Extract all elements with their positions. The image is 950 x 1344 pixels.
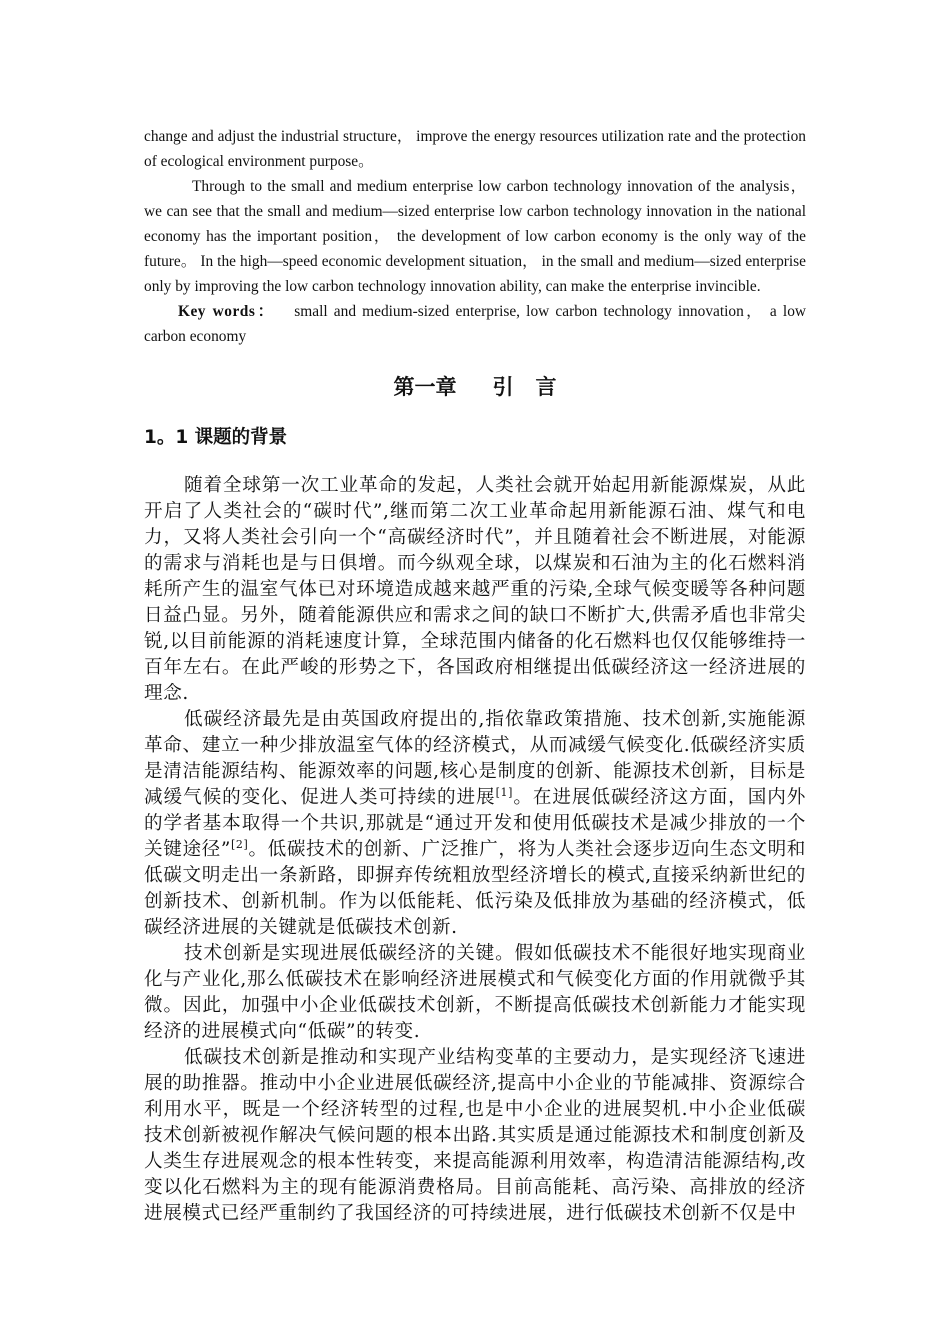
body-paragraph-2-part-c: 。低碳技术的创新、广泛推广，将为人类社会逐步迈向生态文明和低碳文明走出一条新路，即摒弃传统粗放型经济增长的模式,直接采纳新世纪的创新技术、创新机制。作为以低能耗、低污染及低排放为基础的经济模式，低碳经济进展的关键就是低碳技术创新. <box>144 839 806 938</box>
body-paragraph-4: 低碳技术创新是推动和实现产业结构变革的主要动力，是实现经济飞速进展的助推器。推动中小企业进展低碳经济,提高中小企业的节能减排、资源综合利用水平，既是一个经济转型的过程,也是中小企业的进展契机.中小企业低碳技术创新被视作解决气候问题的根本出路.其实质是通过能源技术和制度创新及人类生存进展观念的根本性转变，来提高能源利用效率，构造清洁能源结构,改变以化石燃料为主的现有能源消费格局。目前高能耗、高污染、高排放的经济进展模式已经严重制约了我国经济的可持续进展，进行低碳技术创新不仅是中 <box>144 1047 806 1224</box>
document-page <box>144 124 806 1227</box>
chapter-title-char-2: 言 <box>535 375 557 399</box>
body-paragraph-2 <box>144 707 806 941</box>
keywords-text: small and medium-sized enterprise, low carbon technology innovation， a low carbon economy <box>144 303 807 345</box>
keywords-paragraph <box>144 299 806 349</box>
chapter-heading <box>144 367 806 407</box>
body-paragraph-3: 技术创新是实现进展低碳经济的关键。假如低碳技术不能很好地实现商业化与产业化,那么低碳技术在影响经济进展模式和气候变化方面的作用就微乎其微。因此，加强中小企业低碳技术创新，不断提高低碳技术创新能力才能实现经济的进展模式向“低碳”的转变. <box>144 943 806 1042</box>
chapter-number: 第一章 <box>393 375 457 399</box>
body-paragraph-2-part-a: 低碳经济最先是由英国政府提出的,指依靠政策措施、技术创新,实施能源革命、建立一种少排放温室气体的经济模式，从而减缓气候变化.低碳经济实质是清洁能源结构、能源效率的问题,核心是制度的创新、能源技术创新，目标是减缓气候的变化、促进人类可持续的进展 <box>144 709 806 808</box>
abstract-paragraph-tail: change and adjust the industrial structure， improve the energy resources utilization rate and the protection of ecological environment purpose。 <box>144 128 806 170</box>
abstract-paragraph: Through to the small and medium enterprise low carbon technology innovation of the analysis， we can see that the small and medium—sized enterprise low carbon technology innovation in the national economy has the important position， the development of low carbon economy is the only way of the future。 In the high—speed economic development situation， in the small and medium—sized enterprise only by improving the low carbon technology innovation ability, can make the enterprise invincible. <box>144 178 806 295</box>
chapter-title-char-1: 引 <box>492 375 514 399</box>
section-heading: 1。1 课题的背景 <box>144 427 288 448</box>
body-text <box>144 473 806 1227</box>
citation-ref-2[interactable]: [2] <box>231 837 249 851</box>
keywords-label: Key words： <box>178 303 276 320</box>
body-paragraph-1: 随着全球第一次工业革命的发起，人类社会就开始起用新能源煤炭，从此开启了人类社会的“碳时代”,继而第二次工业革命起用新能源石油、煤气和电力，又将人类社会引向一个“高碳经济时代”，并且随着社会不断进展，对能源的需求与消耗也是与日俱增。而今纵观全球，以煤炭和石油为主的化石燃料消耗所产生的温室气体已对环境造成越来越严重的污染,全球气候变暖等各种问题日益凸显。另外，随着能源供应和需求之间的缺口不断扩大,供需矛盾也非常尖锐,以目前能源的消耗速度计算，全球范围内储备的化石燃料也仅仅能够维持一百年左右。在此严峻的形势之下，各国政府相继提出低碳经济这一经济进展的理念. <box>144 475 806 704</box>
body-paragraph-2-part-b: 。在进展低碳经济这方面，国内外的学者基本取得一个共识,那就是“通过开发和使用低碳技术是减少排放的一个关键途径” <box>144 787 806 860</box>
citation-ref-1[interactable]: [1] <box>495 785 513 799</box>
